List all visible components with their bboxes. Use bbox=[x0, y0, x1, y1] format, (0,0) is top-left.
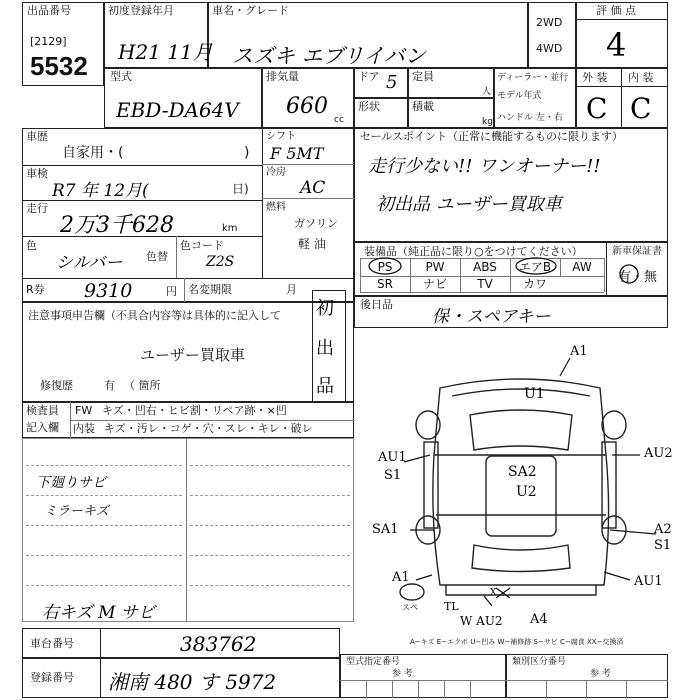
cap-unit: 人 bbox=[482, 87, 492, 97]
score-value: 4 bbox=[606, 26, 627, 64]
plate-value: 湘南 480 す 5972 bbox=[108, 670, 277, 694]
cc-unit: cc bbox=[334, 115, 344, 125]
exterior-value: C bbox=[586, 92, 608, 125]
chassis-value: 383762 bbox=[180, 632, 257, 656]
after-value: 保・スペアキー bbox=[432, 307, 551, 327]
newcar-label: 新車保証書 bbox=[612, 246, 662, 257]
colorcode-value: Z2S bbox=[206, 254, 235, 270]
cap-label: 定員 bbox=[412, 70, 434, 83]
shift-label: シフト bbox=[266, 131, 296, 142]
inspection-day: 日) bbox=[232, 182, 249, 196]
reg-value: H21 11月 bbox=[118, 40, 213, 64]
load-unit: kg bbox=[482, 117, 493, 127]
equip-airbag: エアB bbox=[518, 260, 552, 274]
mark-a1-top: A1 bbox=[570, 344, 588, 359]
plate-label: 登録番号 bbox=[30, 671, 74, 684]
mark-sa1: SA1 bbox=[372, 522, 399, 537]
mark-x: X bbox=[490, 588, 497, 598]
equip-abs: ABS bbox=[473, 260, 497, 274]
sales-line1: 走行少ない!! ワンオーナー!! bbox=[368, 156, 601, 177]
cc-label: 排気量 bbox=[266, 70, 299, 83]
interior-label: 内 装 bbox=[628, 71, 654, 84]
repair-value: 有 bbox=[104, 379, 115, 392]
after-label: 後日品 bbox=[360, 298, 393, 311]
repair-label: 修復歴 bbox=[40, 379, 73, 392]
model-label: 型式 bbox=[110, 70, 132, 83]
lot-label: 出品番号 bbox=[27, 4, 71, 17]
tax-label: R券 bbox=[26, 283, 45, 296]
mark-au2-right: AU2 bbox=[644, 446, 673, 461]
equip-navi: ナビ bbox=[422, 277, 447, 291]
history-label: 車歴 bbox=[26, 130, 48, 143]
inspector-label1: 検査員 bbox=[26, 404, 59, 417]
equipment-label: 装備品（純正品に限り○をつけてください） bbox=[364, 245, 583, 258]
type-number-label: 型式指定番号 bbox=[346, 657, 401, 667]
class-number-label: 類別区分番号 bbox=[512, 657, 567, 667]
memo-line2: ミラーキズ bbox=[44, 504, 109, 519]
handle-label: ハンドル 左・右 bbox=[497, 113, 563, 123]
lot-code: [2129] bbox=[30, 35, 67, 48]
newcar-value: 有・無 bbox=[618, 270, 658, 285]
mark-au1-right: AU1 bbox=[634, 574, 663, 589]
repair-part: （ 箇所 bbox=[124, 379, 161, 392]
wd4-label: 4WD bbox=[536, 42, 563, 55]
mark-a1-left: A1 bbox=[392, 570, 410, 585]
fw-label: FW bbox=[75, 404, 93, 417]
reg-label: 初度登録年月 bbox=[108, 4, 174, 17]
type-ref: 参 考 bbox=[392, 669, 413, 679]
mark-wau2: W AU2 bbox=[460, 614, 503, 628]
mark-tl: TL bbox=[444, 600, 459, 613]
fuel-label: 燃料 bbox=[266, 202, 286, 213]
inspector-label2: 記入欄 bbox=[26, 421, 59, 434]
chassis-label: 車台番号 bbox=[30, 637, 74, 650]
lot-number: 5532 bbox=[30, 51, 88, 81]
memo-bottom: 右キズ M サビ bbox=[42, 603, 155, 623]
mileage-label: 走行 bbox=[26, 202, 48, 215]
mileage-value: 2万3千628 bbox=[60, 213, 174, 238]
class-ref: 参 考 bbox=[590, 669, 611, 679]
color-label: 色 bbox=[26, 239, 37, 252]
ac-value: AC bbox=[300, 178, 326, 198]
tint-label: 色替 bbox=[146, 250, 168, 263]
first-char-3: 品 bbox=[316, 376, 334, 397]
interior-value: C bbox=[630, 92, 652, 125]
model-value: EBD-DA64V bbox=[116, 98, 239, 122]
equip-pw: PW bbox=[425, 260, 445, 274]
equip-sr: SR bbox=[377, 277, 393, 291]
score-label: 評 価 点 bbox=[596, 4, 636, 17]
damage-legend: A−キズ E−エクボ U−凹み W−補修跡 S−サビ C−腐食 XX−交換済 bbox=[410, 638, 624, 646]
history-value-end: ) bbox=[244, 145, 250, 161]
in-items: キズ・汚レ・コゲ・穴・スレ・キレ・破レ bbox=[104, 422, 313, 435]
tax-value: 9310 bbox=[84, 280, 133, 302]
tax-unit: 円 bbox=[166, 285, 177, 298]
inspection-label: 車検 bbox=[26, 167, 48, 180]
mark-u1: U1 bbox=[524, 386, 545, 402]
change-unit: 月 bbox=[286, 283, 297, 296]
door-value: 5 bbox=[386, 72, 398, 93]
shape-label: 形状 bbox=[358, 100, 380, 113]
equip-leather: カワ bbox=[522, 277, 547, 291]
mileage-unit: km bbox=[222, 223, 238, 234]
dealer-label: ディーラー・並行 bbox=[497, 73, 569, 83]
equip-ps: PS bbox=[377, 260, 393, 274]
colorcode-label: 色コード bbox=[180, 239, 224, 252]
shift-value: F 5MT bbox=[270, 144, 324, 163]
mark-s1-left: S1 bbox=[384, 468, 402, 483]
fw-items: キズ・凹右・ヒビ割・リペア跡・×凹 bbox=[102, 404, 287, 417]
mark-a2: A2 bbox=[654, 522, 672, 537]
memo-line1: 下廻りサビ bbox=[36, 475, 106, 491]
first-char-2: 出 bbox=[316, 338, 334, 359]
in-label: 内装 bbox=[73, 422, 95, 435]
equip-aw: AW bbox=[572, 260, 592, 274]
model-year-label: モデル年式 bbox=[497, 91, 542, 101]
wd2-label: 2WD bbox=[536, 16, 563, 29]
mark-sa2: SA2 bbox=[508, 464, 537, 480]
fuel-diesel: 軽 油 bbox=[298, 237, 326, 251]
mark-u2: U2 bbox=[516, 484, 537, 500]
notes-value: ユーザー買取車 bbox=[140, 346, 246, 364]
door-label: ドア bbox=[358, 70, 380, 83]
mark-spare: スペ bbox=[402, 603, 418, 612]
history-value: 自家用・( bbox=[62, 145, 124, 161]
load-label: 積載 bbox=[412, 100, 434, 113]
equip-tv: TV bbox=[477, 277, 493, 291]
exterior-label: 外 装 bbox=[582, 71, 608, 84]
inspection-value: R7 年 12月( bbox=[52, 181, 149, 201]
notes-label: 注意事項申告欄（不具合内容等は具体的に記入して bbox=[28, 309, 281, 322]
sales-label: セールスポイント（正常に機能するものに限ります） bbox=[360, 130, 624, 143]
fuel-gas: ガソリン bbox=[294, 217, 338, 230]
ac-label: 冷房 bbox=[266, 167, 286, 178]
name-label: 車名・グレード bbox=[212, 4, 289, 17]
mark-s1-right: S1 bbox=[654, 538, 672, 553]
sales-line2: 初出品 ユーザー買取車 bbox=[376, 194, 562, 215]
mark-a4: A4 bbox=[530, 612, 548, 627]
change-label: 名変期限 bbox=[188, 283, 232, 296]
cc-value: 660 bbox=[286, 94, 328, 119]
color-value: シルバー bbox=[56, 253, 123, 273]
name-value: スズキ エブリイバン bbox=[232, 44, 426, 68]
mark-au1-left: AU1 bbox=[378, 450, 407, 465]
first-char-1: 初 bbox=[316, 298, 334, 319]
